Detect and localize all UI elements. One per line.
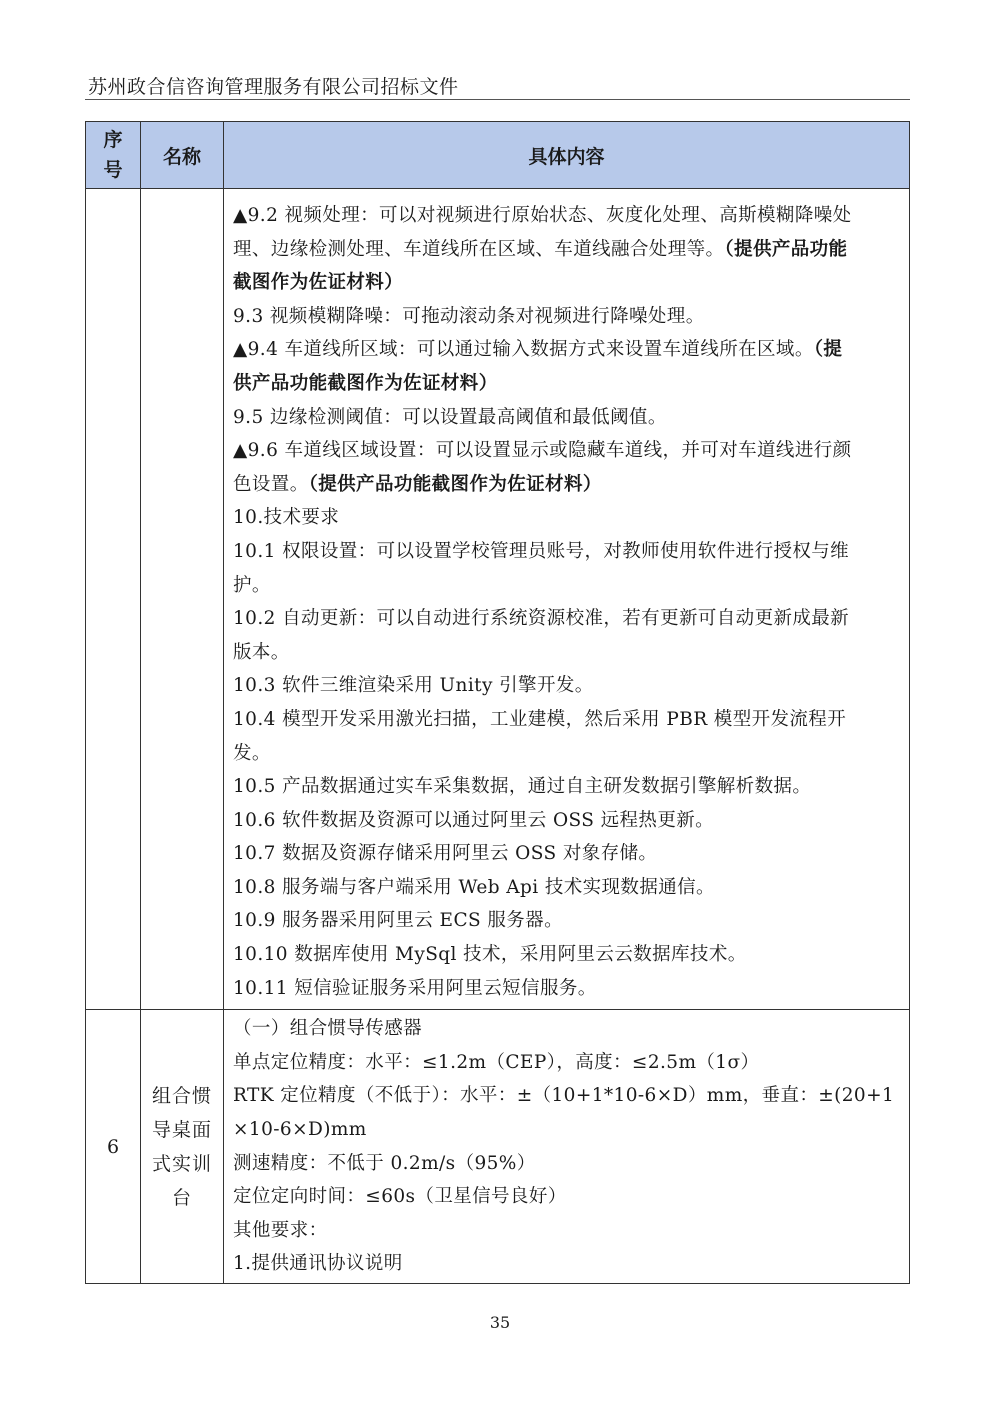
content-line: 发。	[233, 742, 271, 764]
content-line: 10.5 产品数据通过实车采集数据，通过自主研发数据引擎解析数据。	[233, 776, 812, 798]
row-content	[224, 1010, 910, 1284]
content-line: 10.8 服务端与客户端采用 Web Api 技术实现数据通信。	[233, 876, 715, 898]
document-header: 苏州政合信咨询管理服务有限公司招标文件	[88, 76, 459, 98]
content-text: 理、边缘检测处理、车道线所在区域、车道线融合处理等。	[233, 238, 725, 260]
content-line: 10.1 权限设置：可以设置学校管理员账号，对教师使用软件进行授权与维	[233, 540, 850, 562]
name-line: 导桌面	[151, 1118, 212, 1141]
content-line: 其他要求：	[233, 1219, 328, 1241]
content-line: 10.4 模型开发采用激光扫描，工业建模，然后采用 PBR 模型开发流程开	[233, 708, 847, 730]
row-name	[141, 1010, 224, 1284]
content-line: 10.2 自动更新：可以自动进行系统资源校准，若有更新可自动更新成最新	[233, 608, 850, 630]
content-text: 色设置。	[233, 473, 309, 495]
content-line: 10.10 数据库使用 MySql 技术，采用阿里云云数据库技术。	[233, 944, 747, 966]
content-line: 10.11 短信验证服务采用阿里云短信服务。	[233, 977, 597, 999]
content-bold: （提	[813, 339, 843, 361]
header-rule	[85, 99, 910, 100]
content-line: （一）组合惯导传感器	[233, 1018, 423, 1040]
content-line	[233, 333, 901, 367]
content-line: 10.6 软件数据及资源可以通过阿里云 OSS 远程热更新。	[233, 809, 715, 831]
content-line: 单点定位精度：水平：≤1.2m（CEP），高度：≤2.5m（1σ）	[233, 1051, 760, 1073]
content-line: 10.9 服务器采用阿里云 ECS 服务器。	[233, 910, 563, 932]
content-line	[233, 468, 901, 502]
name-line: 台	[171, 1186, 192, 1209]
content-line: 护。	[233, 574, 271, 596]
content-line: 10.7 数据及资源存储采用阿里云 OSS 对象存储。	[233, 843, 658, 865]
row-name	[141, 189, 224, 1010]
content-bold: （提供产品功能	[724, 238, 848, 260]
table-row	[86, 189, 910, 1010]
content-line: 测速精度：不低于 0.2m/s（95%）	[233, 1152, 536, 1174]
content-line: ▲9.2 视频处理：可以对视频进行原始状态、灰度化处理、高斯模糊降噪处	[233, 205, 852, 226]
table-row	[86, 1010, 910, 1284]
content-line: 9.5 边缘检测阈值：可以设置最高阈值和最低阈值。	[233, 406, 667, 428]
content-line: ▲9.6 车道线区域设置：可以设置显示或隐藏车道线，并可对车道线进行颜	[233, 440, 852, 462]
name-line: 组合惯	[151, 1084, 212, 1107]
content-line: 10.技术要求	[233, 507, 340, 529]
header-name: 名称	[141, 122, 224, 189]
table-header-row	[86, 122, 910, 189]
header-seq	[86, 122, 141, 189]
header-content: 具体内容	[224, 122, 910, 189]
content-line: 定位定向时间：≤60s（卫星信号良好）	[233, 1186, 567, 1208]
content-bold: （提供产品功能截图作为佐证材料）	[308, 473, 602, 495]
row-seq	[86, 189, 141, 1010]
content-line: ×10-6×D)mm	[233, 1119, 367, 1141]
content-line: 10.3 软件三维渲染采用 Unity 引擎开发。	[233, 675, 594, 697]
content-line	[233, 233, 901, 267]
content-line: 1.提供通讯协议说明	[233, 1253, 403, 1275]
content-line: RTK 定位精度（不低于）：水平：±（10+1*10-6×D）mm，垂直：±(20+1	[233, 1085, 895, 1107]
content-text: ▲9.4 车道线所区域：可以通过输入数据方式来设置车道线所在区域。	[233, 339, 814, 361]
row-seq: 6	[86, 1010, 141, 1284]
content-line: 9.3 视频模糊降噪：可拖动滚动条对视频进行降噪处理。	[233, 305, 705, 327]
name-line: 式实训	[151, 1152, 212, 1175]
content-line: 版本。	[233, 641, 290, 663]
header-seq-label: 序号	[103, 129, 123, 181]
content-line: 截图作为佐证材料）	[233, 272, 404, 294]
spec-table	[85, 121, 910, 1284]
content-line: 供产品功能截图作为佐证材料）	[233, 372, 498, 394]
page-number: 35	[489, 1313, 511, 1332]
row-content	[224, 189, 910, 1010]
